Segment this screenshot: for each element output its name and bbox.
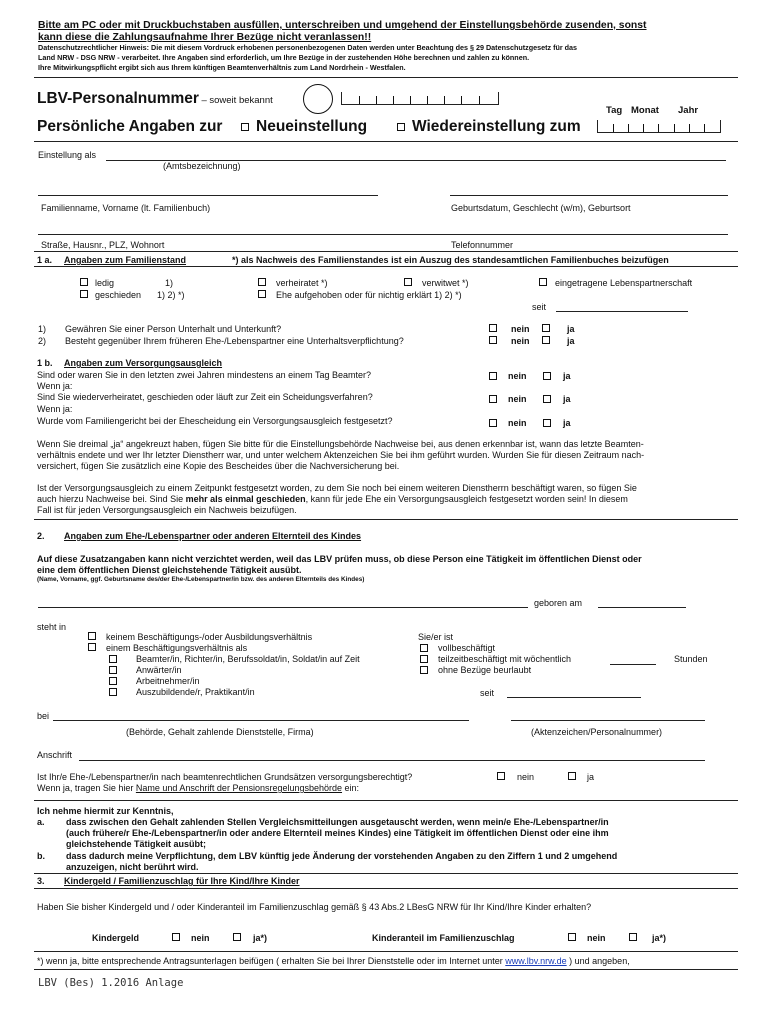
neueinstellung-checkbox[interactable]: [241, 123, 249, 131]
section-2-title: Angaben zum Ehe-/Lebenspartner oder anderen Elternteil des Kindes: [64, 531, 362, 541]
vb-para2-line3: Fall ist für jeden Versorgungsausgleich ein Nachweis beizufügen.: [37, 505, 297, 515]
section-1a-number: 1 a.: [37, 255, 53, 265]
beamter-checkbox[interactable]: [109, 655, 117, 663]
notice-line-2: kann diese die Zahlungsaufnahme Ihrer Bezüge nicht veranlassen!!: [38, 32, 372, 43]
personalnummer-heading: [37, 90, 273, 108]
vb-wenn-ja-1: Wenn ja:: [37, 381, 73, 391]
vb-para2-bold: mehr als einmal geschieden: [185, 494, 306, 504]
section-1b-title: Angaben zum Versorgungsausgleich: [64, 358, 223, 368]
ledig-checkbox[interactable]: [80, 278, 88, 286]
vb-para2-line1: Ist der Versorgungsausgleich zu einem Zeitpunkt festgesetzt worden, zu dem Sie noch bei einem weiteren Dienstherrn beschäftigt waren, so fügen Sie: [37, 483, 637, 493]
ledig-label: ledig: [95, 278, 115, 288]
vb-q3-nein-label: nein: [508, 418, 527, 428]
beamter-label: Beamter/in, Richter/in, Berufssoldat/in, Soldat/in auf Zeit: [136, 654, 360, 664]
q1-ja-checkbox[interactable]: [542, 324, 550, 332]
lebenspartnerschaft-label: eingetragene Lebenspartnerschaft: [555, 278, 693, 288]
kinderanteil-label: Kinderanteil im Familienzuschlag: [372, 933, 515, 943]
verwitwet-checkbox[interactable]: [404, 278, 412, 286]
section-3-title: Kindergeld / Familienzuschlag für Ihre Kind/Ihre Kinder: [64, 876, 300, 886]
vb-q2-text: Sind Sie wiederverheiratet, geschieden oder läuft zur Zeit ein Scheidungsverfahren?: [37, 392, 373, 402]
kinderanteil-ja-checkbox[interactable]: [629, 933, 637, 941]
kein-beschaeftigung-checkbox[interactable]: [88, 632, 96, 640]
anwaerter-label: Anwärter/in: [136, 665, 182, 675]
q1-ja-label: ja: [567, 324, 575, 334]
footnote-text-a: *) wenn ja, bitte entsprechende Antragsunterlagen beifügen ( erhalten Sie bei Ihrer Dienststelle oder im Internet unter: [37, 956, 506, 966]
q1-text: Gewähren Sie einer Person Unterhalt und Unterkunft?: [65, 324, 282, 334]
q2-ja-checkbox[interactable]: [542, 336, 550, 344]
section-rule: [34, 800, 738, 801]
kindergeld-ja-label: ja*): [253, 933, 268, 943]
aufgehoben-checkbox[interactable]: [258, 290, 266, 298]
steht-in-label: steht in: [37, 622, 67, 632]
partner-name-input[interactable]: [38, 607, 528, 608]
arbeitnehmer-checkbox[interactable]: [109, 677, 117, 685]
versorgung-wenn-ja-b: Name und Anschrift der Pensionsregelungsbehörde: [135, 783, 343, 793]
kinderanteil-nein-label: nein: [587, 933, 606, 943]
azubi-checkbox[interactable]: [109, 688, 117, 696]
vb-q2-nein-checkbox[interactable]: [489, 395, 497, 403]
azubi-label: Auszubildende/r, Praktikant/in: [136, 687, 255, 697]
check-digit-circle[interactable]: [303, 84, 333, 114]
anwaerter-checkbox[interactable]: [109, 666, 117, 674]
vollbeschaeftigt-label: vollbeschäftigt: [438, 643, 496, 653]
anschrift-input[interactable]: [79, 760, 705, 761]
vb-q3-nein-checkbox[interactable]: [489, 419, 497, 427]
behoerde-caption: (Behörde, Gehalt zahlende Dienststelle, Firma): [126, 727, 314, 737]
kenntnis-a-label: a.: [37, 817, 45, 827]
vb-q1-nein-label: nein: [508, 371, 527, 381]
kenntnis-a-line3: gleichstehende Tätigkeit ausübt;: [66, 839, 207, 849]
seit-input-2[interactable]: [507, 697, 641, 698]
section-rule: [34, 519, 738, 520]
vb-para1-line1: Wenn Sie dreimal „ja“ angekreuzt haben, fügen Sie bitte für die Einstellungsbehörde Nachweise bei, aus denen erkennbar ist, wann das letzte Beamten-: [37, 439, 644, 449]
q2-text: Besteht gegenüber Ihrem früheren Ehe-/Lebenspartner eine Unterhaltsverpflichtung?: [65, 336, 404, 346]
geschieden-checkbox[interactable]: [80, 290, 88, 298]
versorgung-ja-label: ja: [587, 772, 595, 782]
vb-q1-text: Sind oder waren Sie in den letzten zwei Jahren mindestens an einem Tag Beamter?: [37, 370, 372, 380]
versorgung-nein-label: nein: [517, 772, 535, 782]
stunden-input[interactable]: [610, 664, 656, 665]
familienname-caption: Familienname, Vorname (lt. Familienbuch): [41, 203, 211, 213]
vb-para1-line3: versichert, fügen Sie zusätzlich eine Kopie des Bescheides über die Nachversicherung bei.: [37, 461, 400, 471]
section-2-intro-small: (Name, Vorname, ggf. Geburtsname des/der Ehe-/Lebenspartner/in bzw. des anderen Elternteils des Kindes): [37, 576, 365, 583]
date-header-jahr: Jahr: [678, 105, 699, 116]
kindergeld-label: Kindergeld: [92, 933, 140, 943]
section-1b-number: 1 b.: [37, 358, 53, 368]
verwitwet-label: verwitwet *): [422, 278, 469, 288]
personalnummer-label: LBV-Personalnummer: [37, 90, 199, 107]
kinderanteil-nein-checkbox[interactable]: [568, 933, 576, 941]
teilzeit-checkbox[interactable]: [420, 655, 428, 663]
versorgung-wenn-ja-c: ein:: [342, 783, 360, 793]
vb-q3-ja-label: ja: [563, 418, 571, 428]
q2-nein-label: nein: [511, 336, 530, 346]
vb-para2-line2: [37, 494, 628, 504]
section-3-footnote: [37, 956, 630, 966]
privacy-line-3: Ihre Mitwirkungspflicht ergibt sich aus Ihrem künftigen Beamtenverhältnis zum Land Nordrhein - Westfalen.: [38, 63, 406, 72]
versorgung-wenn-ja: [37, 783, 359, 793]
seit-label-2: seit: [480, 688, 495, 698]
lbv-website-link[interactable]: www.lbv.nrw.de: [505, 956, 567, 966]
wiedereinstellung-label: Wiedereinstellung zum: [412, 118, 581, 135]
privacy-line-1: Datenschutzrechtlicher Hinweis: Die mit diesem Vordruck erhobenen personenbezogenen Daten werden unter Beachtung des § 29 Datenschutzgesetz für das: [38, 43, 578, 52]
adresse-input[interactable]: [38, 234, 728, 235]
kenntnis-a-line1: dass zwischen den Gehalt zahlenden Stellen Vergleichsmitteilungen ausgetauscht werden, wenn mein/e Ehe-/Lebenspartner/in: [66, 817, 609, 827]
vb-q3-text: Wurde vom Familiengericht bei der Ehescheidung ein Versorgungsausgleich festgesetzt?: [37, 416, 393, 426]
telefon-caption: Telefonnummer: [451, 240, 514, 250]
geschieden-label: geschieden: [95, 290, 142, 300]
verheiratet-label: verheiratet *): [276, 278, 328, 288]
familienname-input[interactable]: [38, 195, 378, 196]
lebenspartnerschaft-checkbox[interactable]: [539, 278, 547, 286]
kindergeld-ja-checkbox[interactable]: [233, 933, 241, 941]
vb-q1-ja-checkbox[interactable]: [543, 372, 551, 380]
arbeitnehmer-label: Arbeitnehmer/in: [136, 676, 200, 686]
q1-nein-label: nein: [511, 324, 530, 334]
section-2-number: 2.: [37, 531, 45, 541]
section-1a-note: *) als Nachweis des Familienstandes ist ein Auszug des standesamtlichen Familienbuches beizufügen: [232, 255, 669, 265]
geburtsdatum-caption: Geburtsdatum, Geschlecht (w/m), Geburtsort: [451, 203, 631, 213]
einem-beschaeftigung-label: einem Beschäftigungsverhältnis als: [106, 643, 248, 653]
personalnummer-input[interactable]: [341, 92, 499, 104]
q2-nein-checkbox[interactable]: [489, 336, 497, 344]
ledig-ref: 1): [165, 278, 174, 288]
kinderanteil-ja-label: ja*): [652, 933, 667, 943]
teilzeit-label: teilzeitbeschäftigt mit wöchentlich: [438, 654, 572, 664]
vb-wenn-ja-2: Wenn ja:: [37, 404, 73, 414]
kenntnis-b-label: b.: [37, 851, 45, 861]
date-header-tag: Tag: [606, 105, 623, 116]
section-rule: [34, 969, 738, 970]
vb-para2-part-c: , kann für jede Ehe ein Versorgungsausgleich festgesetzt worden sein! In diesem: [305, 494, 628, 504]
vb-q2-nein-label: nein: [508, 394, 527, 404]
bei-input[interactable]: [53, 720, 469, 721]
q1-number: 1): [38, 324, 47, 334]
versorgung-question: Ist Ihr/e Ehe-/Lebenspartner/in nach beamtenrechtlichen Grundsätzen versorgungsberechtigt?: [37, 772, 413, 782]
aktenzeichen-caption: (Aktenzeichen/Personalnummer): [531, 727, 663, 737]
seit-label: seit: [532, 302, 547, 312]
einstellung-als-label: Einstellung als: [38, 150, 97, 160]
vollbeschaeftigt-checkbox[interactable]: [420, 644, 428, 652]
vb-para2-part-a: auch hierzu Nachweise bei. Sind Sie: [37, 494, 186, 504]
q2-number: 2): [38, 336, 47, 346]
wiedereinstellung-checkbox[interactable]: [397, 123, 405, 131]
bei-label: bei: [37, 711, 50, 721]
personalnummer-suffix: – soweit bekannt: [201, 95, 273, 106]
section-1a-title: Angaben zum Familienstand: [64, 255, 187, 265]
vb-q3-ja-checkbox[interactable]: [543, 419, 551, 427]
aufgehoben-label: Ehe aufgehoben oder für nichtig erklärt 1) 2) *): [276, 290, 462, 300]
section-rule: [34, 251, 738, 252]
kenntnis-b-line2: anzuzeigen, nicht berührt wird.: [66, 862, 199, 872]
geboren-am-label: geboren am: [534, 598, 583, 608]
q2-ja-label: ja: [567, 336, 575, 346]
section-rule: [34, 888, 738, 889]
kindergeld-nein-checkbox[interactable]: [172, 933, 180, 941]
header-rule: [34, 77, 738, 78]
section-rule: [34, 873, 738, 874]
privacy-line-2: Land NRW - DSG NRW - verarbeitet. Ihre Angaben sind erforderlich, um Ihre Bezüge in der zustehenden Höhe berechnen und zahlen zu können.: [38, 53, 530, 62]
notice-line-1: Bitte am PC oder mit Druckbuchstaben ausfüllen, unterschreiben und umgehend der Einstellungsbehörde zusenden, sonst: [38, 20, 647, 31]
kenntnis-b-line1: dass dadurch meine Verpflichtung, dem LBV künftig jede Änderung der vorstehenden Angaben zu den Ziffern 1 und 2 umgehend: [66, 851, 618, 861]
kenntnis-title: Ich nehme hiermit zur Kenntnis,: [37, 806, 174, 816]
geburtsdatum-input[interactable]: [450, 195, 728, 196]
vb-q1-ja-label: ja: [563, 371, 571, 381]
vb-q1-nein-checkbox[interactable]: [489, 372, 497, 380]
section-rule: [34, 951, 738, 952]
form-id: LBV (Bes) 1.2016 Anlage: [38, 977, 184, 989]
sie-er-ist-label: Sie/er ist: [418, 632, 454, 642]
ohne-bezuege-label: ohne Bezüge beurlaubt: [438, 665, 532, 675]
persoenlich-label: Persönliche Angaben zur: [37, 118, 223, 135]
stunden-label: Stunden: [674, 654, 708, 664]
q1-nein-checkbox[interactable]: [489, 324, 497, 332]
section-rule: [34, 141, 738, 142]
vb-q2-ja-checkbox[interactable]: [543, 395, 551, 403]
date-input[interactable]: [597, 120, 721, 132]
kenntnis-a-line2: (auch frühere/r Ehe-/Lebenspartner/in oder andere Elternteil meines Kindes) eine Tätigkeit im öffentlichen Dienst oder eine ihm: [66, 828, 609, 838]
verheiratet-checkbox[interactable]: [258, 278, 266, 286]
amtsbezeichnung-caption: (Amtsbezeichnung): [163, 161, 241, 171]
strasse-caption: Straße, Hausnr., PLZ, Wohnort: [41, 240, 165, 250]
section-2-intro-line1: Auf diese Zusatzangaben kann nicht verzichtet werden, weil das LBV prüfen muss, ob diese Person eine Tätigkeit im öffentlichen Dienst oder: [37, 554, 642, 564]
einem-beschaeftigung-checkbox[interactable]: [88, 643, 96, 651]
geschieden-ref: 1) 2) *): [157, 290, 185, 300]
geboren-am-input[interactable]: [598, 607, 686, 608]
versorgung-nein-checkbox[interactable]: [497, 772, 505, 780]
versorgung-wenn-ja-a: Wenn ja, tragen Sie hier: [37, 783, 136, 793]
aktenzeichen-input[interactable]: [511, 720, 705, 721]
kein-beschaeftigung-label: keinem Beschäftigungs-/oder Ausbildungsverhältnis: [106, 632, 313, 642]
neueinstellung-label: Neueinstellung: [256, 118, 368, 135]
versorgung-ja-checkbox[interactable]: [568, 772, 576, 780]
footnote-text-b: ) und angeben,: [566, 956, 630, 966]
section-3-question: Haben Sie bisher Kindergeld und / oder Kinderanteil im Familienzuschlag gemäß § 43 Abs.2 LBesG NRW für Ihr Kind/Ihre Kinder erhalten?: [37, 902, 592, 912]
kindergeld-nein-label: nein: [191, 933, 210, 943]
section-2-intro-line2: eine dem öffentlichen Dienst gleichstehende Tätigkeit ausübt.: [37, 565, 302, 575]
section-3-number: 3.: [37, 876, 45, 886]
seit-input[interactable]: [556, 311, 688, 312]
section-rule: [34, 266, 738, 267]
date-header-monat: Monat: [631, 105, 659, 116]
vb-q2-ja-label: ja: [563, 394, 571, 404]
anschrift-label: Anschrift: [37, 750, 73, 760]
vb-para1-line2: verhältnis endete und wer Ihr letzter Dienstherr war, und unter welchem Aktenzeichen Sie bei ihm geführt wurden. Wurden Sie für diesen Zeitraum nach-: [37, 450, 645, 460]
ohne-bezuege-checkbox[interactable]: [420, 666, 428, 674]
